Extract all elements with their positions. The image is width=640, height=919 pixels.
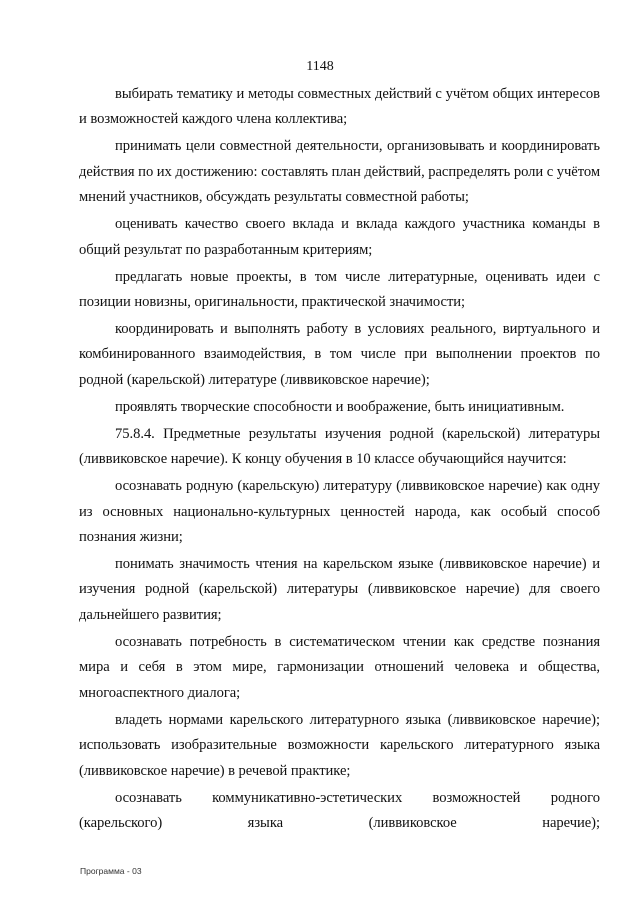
- paragraph: осознавать потребность в систематическом чтении как средстве познания мира и себя в этом мире, гармонизации отношений человека и общества, многоаспектного диалога;: [79, 633, 600, 701]
- page-number: 1148: [306, 59, 334, 74]
- paragraph: осознавать родную (карельскую) литературу (ливвиковское наречие) как одну из основных национально-культурных ценностей народа, как особый способ познания жизни;: [79, 478, 600, 546]
- paragraph: предлагать новые проекты, в том числе литературные, оценивать идеи с позиции новизны, оригинальности, практической значимости;: [79, 268, 600, 311]
- paragraph: принимать цели совместной деятельности, организовывать и координировать действия по их достижению: составлять план действий, распределять роли с учётом мнений участников, обсуждать результаты совместной работы;: [79, 138, 601, 206]
- paragraph: оценивать качество своего вклада и вклада каждого участника команды в общий результат по разработанным критериям;: [79, 216, 600, 258]
- paragraph: проявлять творческие способности и воображение, быть инициативным.: [115, 398, 565, 415]
- paragraph: выбирать тематику и методы совместных действий с учётом общих интересов и возможностей каждого члена коллектива;: [79, 86, 600, 128]
- paragraph: владеть нормами карельского литературного языка (ливвиковское наречие); использовать изобразительные возможности карельского литературного языка (ливвиковское наречие) в речевой практике;: [79, 711, 600, 779]
- paragraph: 75.8.4. Предметные результаты изучения родной (карельской) литературы (ливвиковское наречие). К концу обучения в 10 классе обучающийся научится:: [79, 425, 600, 468]
- paragraph: координировать и выполнять работу в условиях реального, виртуального и комбинированного взаимодействия, в том числе при выполнении проектов по родной (карельской) литературе (ливвиковское наречие);: [79, 321, 600, 388]
- footer-label: Программа - 03: [80, 866, 142, 876]
- paragraph: понимать значимость чтения на карельском языке (ливвиковское наречие) и изучения родной (карельской) литературы (ливвиковское наречие) для своего дальнейшего развития;: [79, 556, 600, 623]
- paragraph: осознавать коммуникативно-эстетических возможностей родного (карельского) языка (ливвиковское наречие);: [79, 789, 600, 831]
- page-body: [79, 82, 600, 838]
